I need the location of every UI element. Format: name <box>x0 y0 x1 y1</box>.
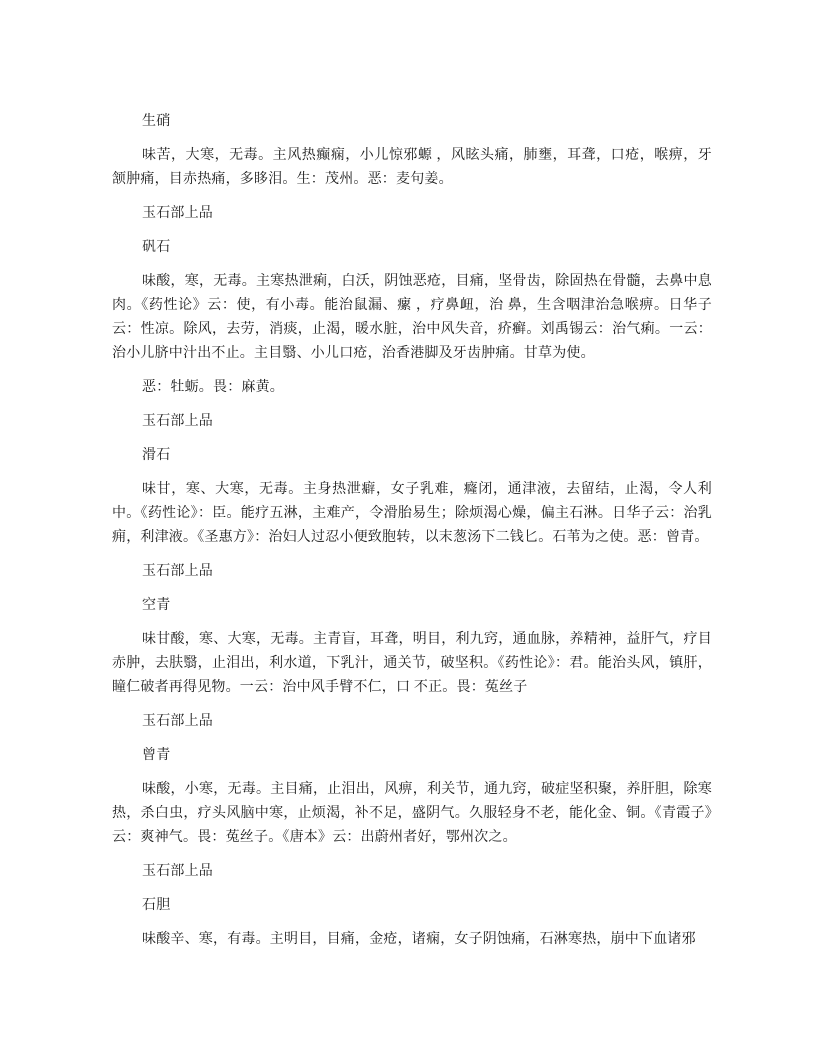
entry-heading-kongqing: 空青 <box>142 598 171 613</box>
entry-note-fanshi-avoidance: 恶：牡蛎。畏：麻黄。 <box>142 380 284 395</box>
entry-paragraph-kongqing: 味甘酸，寒、大寒，无毒。主青盲，耳聋，明目，利九窍，通血脉，养精神，益肝气，疗目赤肿，去肤翳，止泪出，利水道，下乳汁，通关节，破坚积。《药性论》：君。能治头风，镇肝，瞳仁破者再得见物。一云：治中风手臂不仁，口 不正。畏：菟丝子 <box>112 632 712 695</box>
entry-paragraph-fanshi: 味酸，寒，无毒。主寒热泄痢，白沃，阴蚀恶疮，目痛，坚骨齿，除固热在骨髓，去鼻中息肉。《药性论》云：使，有小毒。能治鼠漏、瘰 ，疗鼻衄，治 鼻，生含咽津治急喉痹。日华子云：性凉。除风，去劳，消痰，止渴，暖水脏，治中风失音，疥癣。刘禹锡云：治气痢。一云：治小儿脐中汁出不止。主目翳、小儿口疮，治香港脚及牙齿肿痛。甘草为使。 <box>112 274 712 361</box>
entry-heading-zengqing: 曾青 <box>142 748 171 763</box>
entry-heading-shengxiao: 生硝 <box>142 114 171 129</box>
entry-heading-fanshi: 矾石 <box>142 240 171 255</box>
entry-paragraph-shengxiao: 味苦，大寒，无毒。主风热癫痫，小儿惊邪螈 ，风眩头痛，肺壅，耳聋，口疮，喉痹，牙颔肿痛，目赤热痛，多眵泪。生：茂州。恶：麦句姜。 <box>112 148 712 187</box>
category-heading: 玉石部上品 <box>142 864 213 879</box>
category-heading: 玉石部上品 <box>142 206 213 221</box>
category-heading: 玉石部上品 <box>142 714 213 729</box>
entry-paragraph-zengqing: 味酸，小寒，无毒。主目痛，止泪出，风痹，利关节，通九窍，破症坚积聚，养肝胆，除寒热，杀白虫，疗头风脑中寒，止烦渴，补不足，盛阴气。久服轻身不老，能化金、铜。《青霞子》云：爽神气。畏：菟丝子。《唐本》云：出蔚州者好，鄂州次之。 <box>112 782 712 845</box>
entry-heading-huashi: 滑石 <box>142 448 171 463</box>
category-heading: 玉石部上品 <box>142 564 213 579</box>
entry-heading-shidan: 石胆 <box>142 898 171 913</box>
entry-paragraph-shidan: 味酸辛、寒，有毒。主明目，目痛，金疮，诸痫，女子阴蚀痛，石淋寒热，崩中下血诸邪 <box>142 932 696 947</box>
category-heading: 玉石部上品 <box>142 414 213 429</box>
entry-paragraph-huashi: 味甘，寒、大寒，无毒。主身热泄癖，女子乳难，癃闭，通津液，去留结，止渴，令人利中。《药性论》：臣。能疗五淋，主难产，令滑胎易生；除烦渴心燥，偏主石淋。日华子云：治乳痈，利津液。《圣惠方》：治妇人过忍小便致胞转，以末葱汤下二钱匕。石苇为之使。恶：曾青。 <box>112 482 712 545</box>
